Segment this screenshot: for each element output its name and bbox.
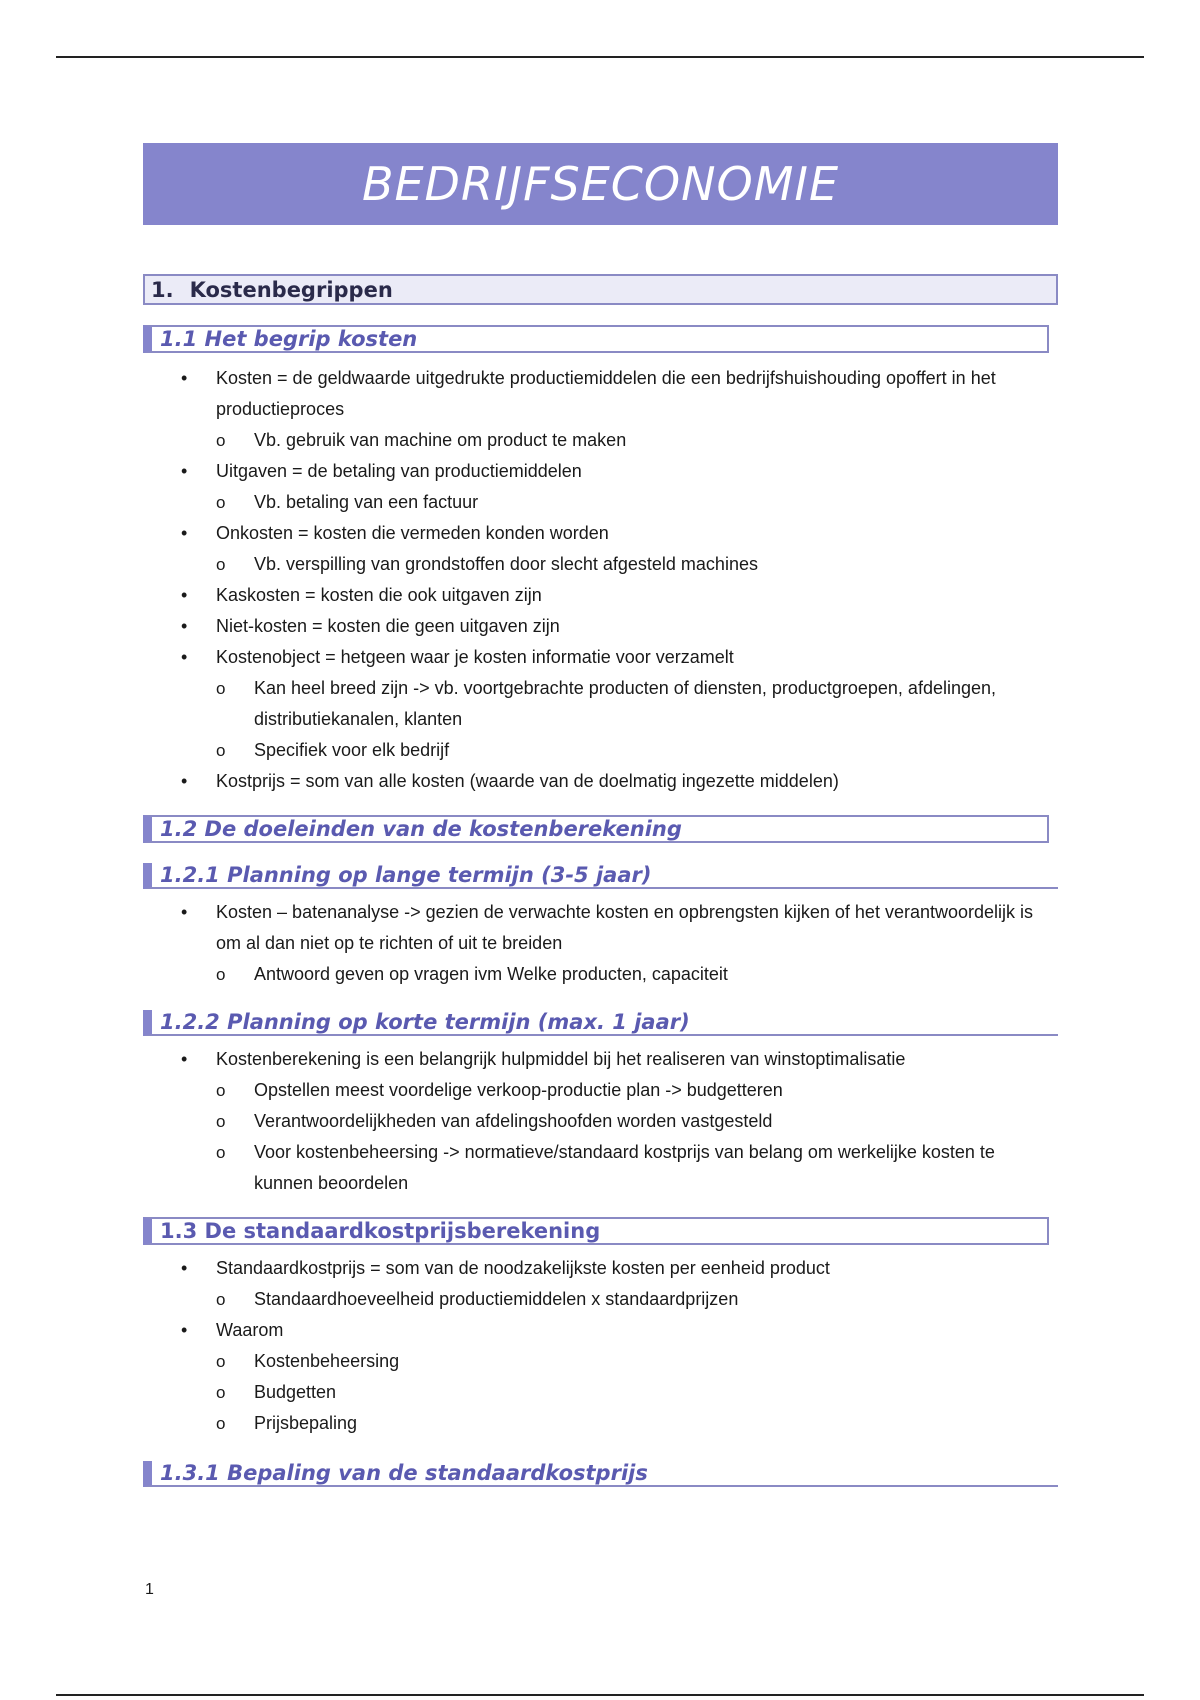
sub-list-item: o Specifiek voor elk bedrijf (216, 735, 1058, 766)
list-item: • Kosten = de geldwaarde uitgedrukte productiemiddelen die een bedrijfshuishouding opoffert in het productieproces (181, 363, 1058, 425)
list-item: • Uitgaven = de betaling van productiemiddelen (181, 456, 1058, 487)
list-item: • Niet-kosten = kosten die geen uitgaven zijn (181, 611, 1058, 642)
sub-list-item: o Budgetten (216, 1377, 1058, 1408)
sub-list-item: o Vb. verspilling van grondstoffen door slecht afgesteld machines (216, 549, 1058, 580)
sub-list-item: o Antwoord geven op vragen ivm Welke producten, capaciteit (216, 959, 1058, 990)
list-item: • Onkosten = kosten die vermeden konden worden (181, 518, 1058, 549)
list-item: • Kostenobject = hetgeen waar je kosten informatie voor verzamelt (181, 642, 1058, 673)
section-1-3-list (181, 1253, 1058, 1439)
list-item: • Kostprijs = som van alle kosten (waarde van de doelmatig ingezette middelen) (181, 766, 1058, 797)
section-heading-1-2-1: 1.2.1 Planning op lange termijn (3-5 jaar) (143, 863, 1058, 889)
section-1-2-1-list (181, 897, 1058, 990)
sub-list-item: o Prijsbepaling (216, 1408, 1058, 1439)
document-title: BEDRIJFSECONOMIE (143, 143, 1058, 225)
section-heading-1-3-1: 1.3.1 Bepaling van de standaardkostprijs (143, 1461, 1058, 1487)
bottom-rule (56, 1694, 1144, 1696)
list-item: • Kostenberekening is een belangrijk hulpmiddel bij het realiseren van winstoptimalisatie (181, 1044, 1058, 1075)
chapter-number: 1. (151, 277, 174, 302)
list-item: • Kosten – batenanalyse -> gezien de verwachte kosten en opbrengsten kijken of het verantwoordelijk is om al dan niet op te richten of uit te breiden (181, 897, 1058, 959)
sub-list-item: o Standaardhoeveelheid productiemiddelen x standaardprijzen (216, 1284, 1058, 1315)
page-number: 1 (145, 1581, 154, 1598)
chapter-heading (143, 274, 1058, 305)
sub-list-item: o Kan heel breed zijn -> vb. voortgebrachte producten of diensten, productgroepen, afdelingen, distributiekanalen, klanten (216, 673, 1058, 735)
sub-list-item: o Vb. gebruik van machine om product te maken (216, 425, 1058, 456)
section-heading-1-2-2: 1.2.2 Planning op korte termijn (max. 1 jaar) (143, 1010, 1058, 1036)
sub-list-item: o Verantwoordelijkheden van afdelingshoofden worden vastgesteld (216, 1106, 1058, 1137)
document-page (143, 143, 1058, 1487)
sub-list-item: o Vb. betaling van een factuur (216, 487, 1058, 518)
sub-list-item: o Voor kostenbeheersing -> normatieve/standaard kostprijs van belang om werkelijke kosten te kunnen beoordelen (216, 1137, 1058, 1199)
list-item: • Waarom (181, 1315, 1058, 1346)
section-1-2-2-list (181, 1044, 1058, 1199)
section-heading-1-3: 1.3 De standaardkostprijsberekening (143, 1217, 1049, 1245)
top-rule (56, 56, 1144, 58)
sub-list-item: o Kostenbeheersing (216, 1346, 1058, 1377)
chapter-label: Kostenbegrippen (189, 277, 393, 302)
list-item: • Standaardkostprijs = som van de noodzakelijkste kosten per eenheid product (181, 1253, 1058, 1284)
list-item: • Kaskosten = kosten die ook uitgaven zijn (181, 580, 1058, 611)
section-1-1-list (181, 363, 1058, 797)
section-heading-1-1: 1.1 Het begrip kosten (143, 325, 1049, 353)
sub-list-item: o Opstellen meest voordelige verkoop-productie plan -> budgetteren (216, 1075, 1058, 1106)
section-heading-1-2: 1.2 De doeleinden van de kostenberekening (143, 815, 1049, 843)
